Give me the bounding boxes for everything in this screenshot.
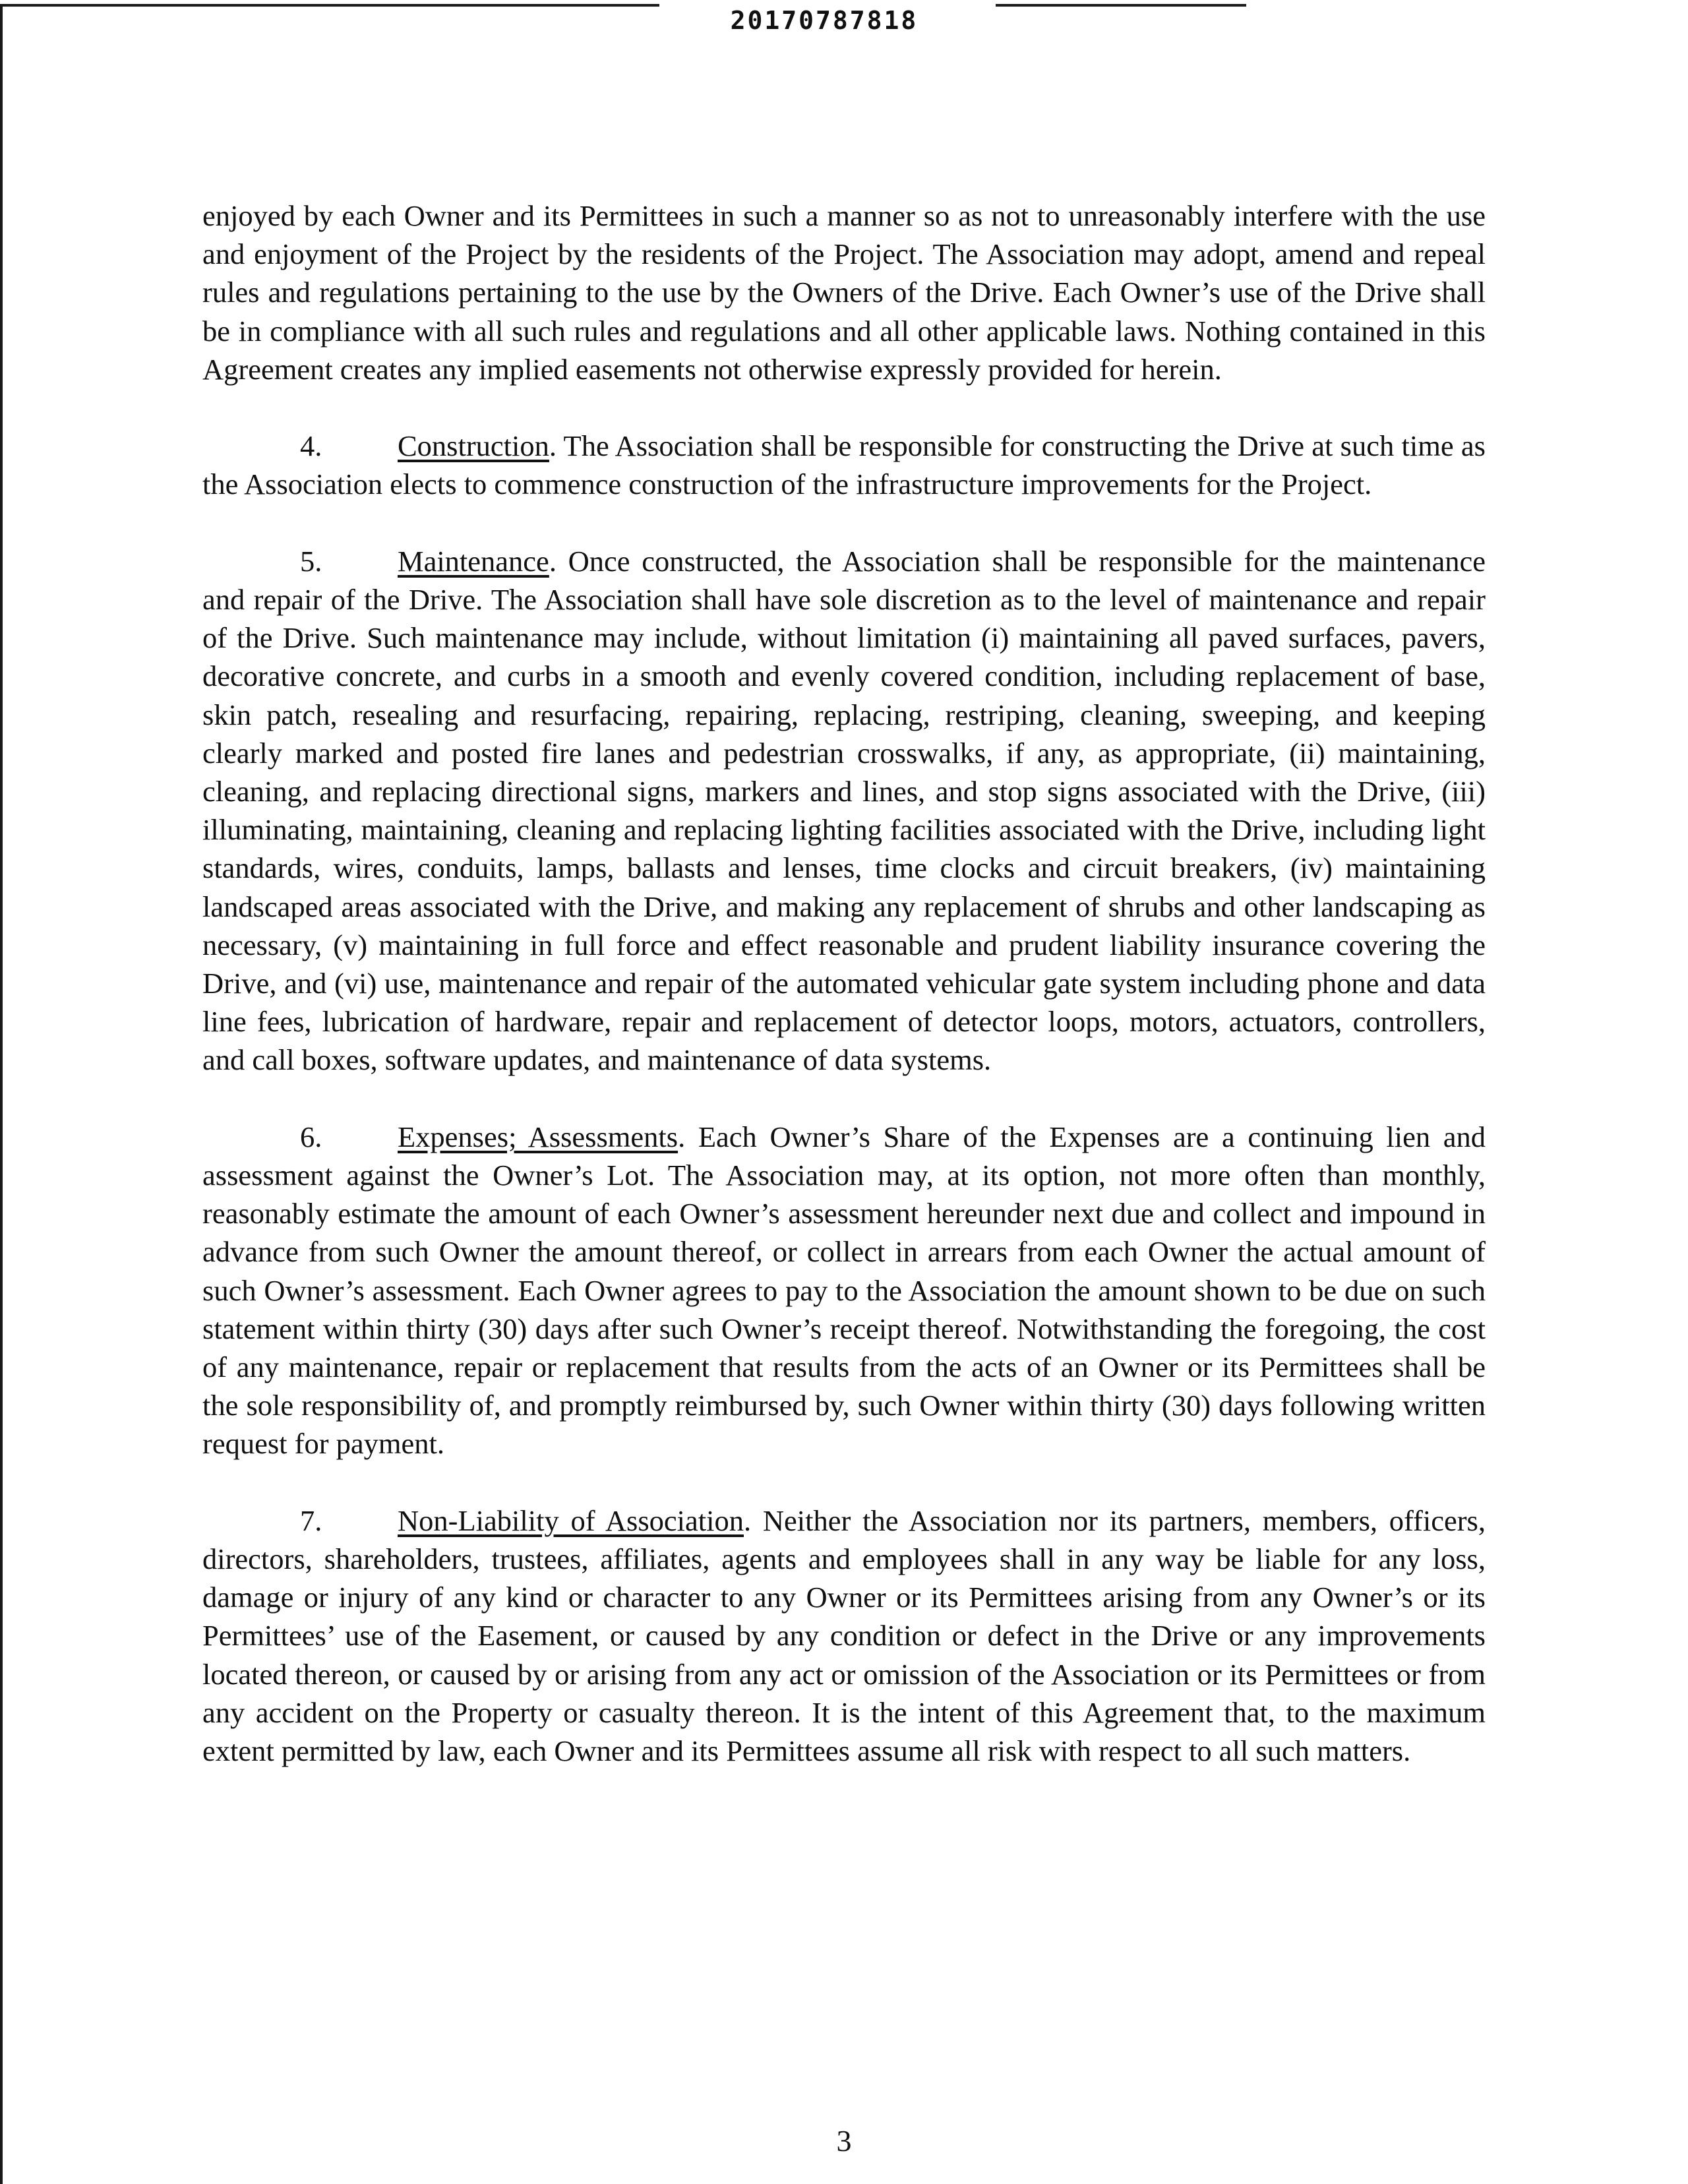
document-number: 20170787818 <box>730 6 919 35</box>
section-number: 6. <box>300 1120 322 1153</box>
top-border-line-right <box>996 4 1246 7</box>
section-maintenance <box>202 542 1486 1079</box>
section-construction <box>202 427 1486 503</box>
paragraph-text: enjoyed by each Owner and its Permittees in such a manner so as not to unreasonably interfere with the use and enjoyment of the Project by the residents of the Project. The Association may adopt, amend and repeal rules and regulations pertaining to the use by the Owners of the Drive. Each Owner’s use of the Drive shall be in compliance with all such rules and regulations and all other applicable laws. Nothing contained in this Agreement creates any implied easements not otherwise expressly provided for herein. <box>202 199 1486 386</box>
section-number: 4. <box>300 429 322 463</box>
section-text: . Neither the Association nor its partners, members, officers, directors, shareholders, trustees, affiliates, agents and employees shall in any way be liable for any loss, damage or injury of any kind or character to any Owner or its Permittees arising from any Owner’s or its Permittees’ use of the Easement, or caused by any condition or defect in the Drive or any improvements located thereon, or caused by or arising from any act or omission of the Association or its Permittees or from any accident on the Property or casualty thereon. It is the intent of this Agreement that, to the maximum extent permitted by law, each Owner and its Permittees assume all risk with respect to all such matters. <box>202 1503 1486 1768</box>
paragraph-continued <box>202 197 1486 388</box>
section-heading: Maintenance <box>398 544 549 578</box>
section-text: . The Association shall be responsible for constructing the Drive at such time as the Association elects to commence construction of the infrastructure improvements for the Project. <box>202 429 1486 501</box>
section-heading: Non-Liability of Association <box>398 1503 744 1537</box>
section-number: 5. <box>300 544 322 578</box>
section-non-liability <box>202 1502 1486 1770</box>
document-body <box>202 197 1486 1808</box>
section-heading: Expenses; Assessments <box>398 1120 678 1153</box>
section-expenses-assessments <box>202 1118 1486 1463</box>
section-number: 7. <box>300 1503 322 1537</box>
left-border-line <box>0 4 3 2184</box>
page-number: 3 <box>836 2124 852 2158</box>
section-text: . Each Owner’s Share of the Expenses are a continuing lien and assessment against the Owner’s Lot. The Association may, at its option, not more often than monthly, reasonably estimate the amount of each Owner’s assessment hereunder next due and collect and impound in advance from such Owner the amount thereof, or collect in arrears from each Owner the actual amount of such Owner’s assessment. Each Owner agrees to pay to the Association the amount shown to be due on such statement within thirty (30) days after such Owner’s receipt thereof. Notwithstanding the foregoing, the cost of any maintenance, repair or replacement that results from the acts of an Owner or its Permittees shall be the sole responsibility of, and promptly reimbursed by, such Owner within thirty (30) days following written request for payment. <box>202 1120 1486 1461</box>
top-border-line-left <box>0 4 659 7</box>
section-text: . Once constructed, the Association shall be responsible for the maintenance and repair of the Drive. The Association shall have sole discretion as to the level of maintenance and repair of the Drive. Such maintenance may include, without limitation (i) maintaining all paved surfaces, pavers, decorative concrete, and curbs in a smooth and evenly covered condition, including replacement of base, skin patch, resealing and resurfacing, repairing, replacing, restriping, cleaning, sweeping, and keeping clearly marked and posted fire lanes and pedestrian crosswalks, if any, as appropriate, (ii) maintaining, cleaning, and replacing directional signs, markers and lines, and stop signs associated with the Drive, (iii) illuminating, maintaining, cleaning and replacing lighting facilities associated with the Drive, including light standards, wires, conduits, lamps, ballasts and lenses, time clocks and circuit breakers, (iv) maintaining landscaped areas associated with the Drive, and making any replacement of shrubs and other landscaping as necessary, (v) maintaining in full force and effect reasonable and prudent liability insurance covering the Drive, and (vi) use, maintenance and repair of the automated vehicular gate system including phone and data line fees, lubrication of hardware, repair and replacement of detector loops, motors, actuators, controllers, and call boxes, software updates, and maintenance of data systems. <box>202 544 1486 1077</box>
section-heading: Construction <box>398 429 549 463</box>
